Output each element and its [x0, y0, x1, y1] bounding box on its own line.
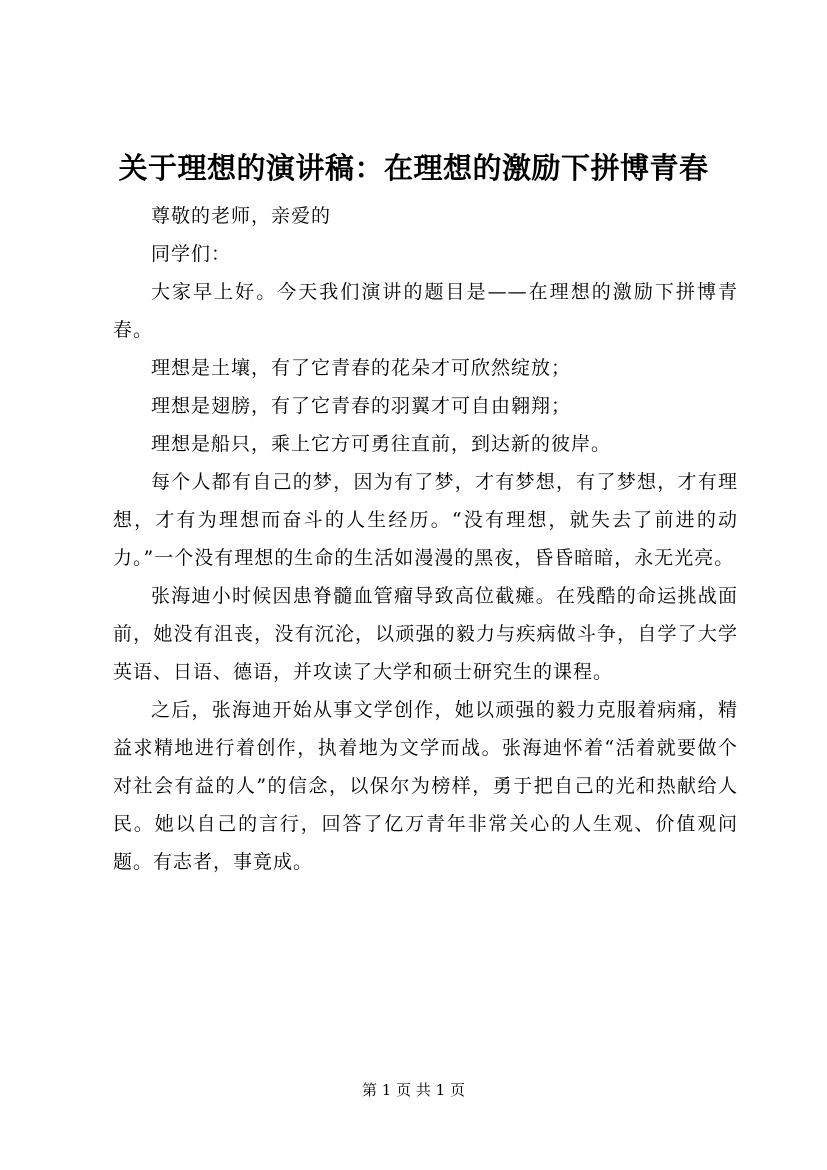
document-title: 关于理想的演讲稿：在理想的激励下拼博青春: [118, 151, 709, 185]
paragraph-ideal-wings: 理想是翅膀，有了它青春的羽翼才可自由翱翔；: [151, 395, 572, 417]
paragraph-zhang-haidi: 张海迪小时候因患脊髓血管瘤导致高位截瘫。在残酷的命运挑战面前，她没有沮丧，没有沉沦，以顽强的毅力与疾病做斗争，自学了大学英语、日语、德语，并攻读了大学和硕士研究生的课程。: [113, 585, 738, 683]
page-footer: 第 1 页 共 1 页: [362, 1081, 465, 1099]
paragraph-greeting: 大家早上好。今天我们演讲的题目是——在理想的激励下拼博青春。: [113, 281, 738, 341]
paragraph-salutation: 尊敬的老师，亲爱的: [151, 205, 332, 227]
paragraph-salutation-2: 同学们：: [151, 243, 232, 265]
paragraph-dreams: 每个人都有自己的梦，因为有了梦，才有梦想，有了梦想，才有理想，才有为理想而奋斗的人生经历。“没有理想，就失去了前进的动力。”一个没有理想的生命的生活如漫漫的黑夜，昏昏暗暗，永无光亮。: [113, 471, 738, 569]
document-body: [113, 197, 738, 881]
paragraph-ideal-ship: 理想是船只，乘上它方可勇往直前，到达新的彼岸。: [151, 433, 612, 455]
paragraph-ideal-soil: 理想是土壤，有了它青春的花朵才可欣然绽放；: [151, 357, 572, 379]
paragraph-literature: 之后，张海迪开始从事文学创作，她以顽强的毅力克服着病痛，精益求精地进行着创作，执着地为文学而战。张海迪怀着“活着就要做个对社会有益的人”的信念，以保尔为榜样，勇于把自己的光和热献给人民。她以自己的言行，回答了亿万青年非常关心的人生观、价值观问题。有志者，事竟成。: [113, 699, 738, 873]
